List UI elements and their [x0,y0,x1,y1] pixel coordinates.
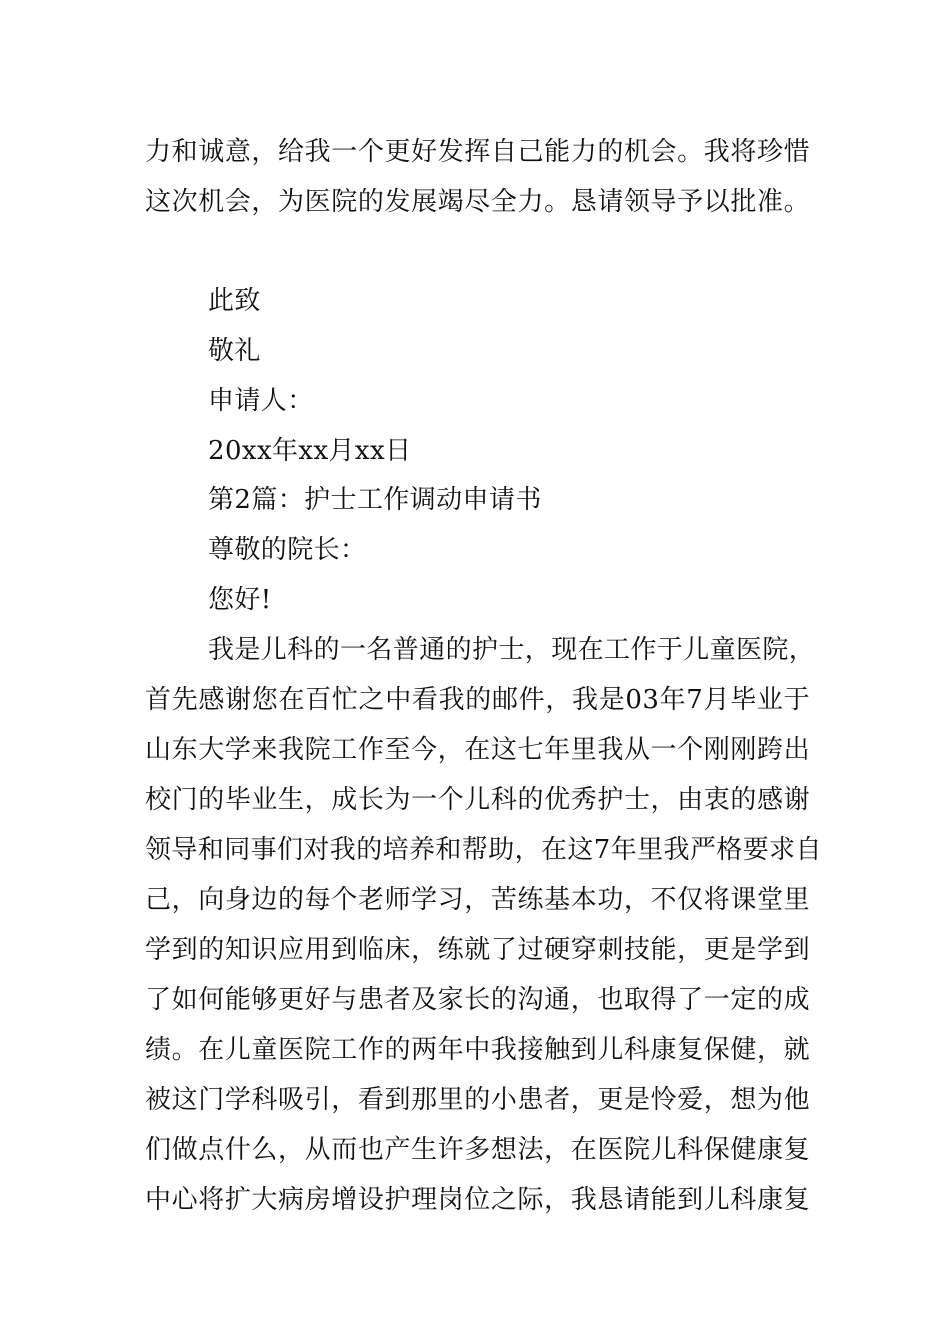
closing-salutation-1: 此致 [208,286,261,316]
recipient-line: 尊敬的院长： [208,535,367,565]
paragraph-line: 领导和同事们对我的培养和帮助，在这7年里我严格要求自 [145,835,822,865]
paragraph-line: 这次机会，为医院的发展竭尽全力。恳请领导予以批准。 [145,187,810,217]
paragraph-line: 己，向身边的每个老师学习，苦练基本功，不仅将课堂里 [145,885,810,915]
paragraph-line: 我是儿科的一名普通的护士，现在工作于儿童医院， [208,635,816,665]
paragraph-line: 首先感谢您在百忙之中看我的邮件，我是03年7月毕业于 [145,685,810,715]
closing-salutation-2: 敬礼 [208,336,261,366]
paragraph-line: 校门的毕业生，成长为一个儿科的优秀护士，由衷的感谢 [145,785,810,815]
paragraph-line: 山东大学来我院工作至今，在这七年里我从一个刚刚跨出 [145,735,810,765]
paragraph-line: 力和诚意，给我一个更好发挥自己能力的机会。我将珍惜 [145,137,810,167]
date-line: 20xx年xx月xx日 [208,436,412,466]
paragraph-line: 学到的知识应用到临床，练就了过硬穿刺技能，更是学到 [145,935,810,965]
paragraph-line: 们做点什么，从而也产生许多想法，在医院儿科保健康复 [145,1135,810,1165]
paragraph-line: 绩。在儿童医院工作的两年中我接触到儿科康复保健，就 [145,1035,810,1065]
applicant-label: 申请人： [208,386,314,416]
greeting-line: 您好! [208,585,272,615]
paragraph-line: 中心将扩大病房增设护理岗位之际，我恳请能到儿科康复 [145,1185,810,1215]
paragraph-line: 了如何能够更好与患者及家长的沟通，也取得了一定的成 [145,985,810,1015]
section-title: 第2篇：护士工作调动申请书 [208,485,542,515]
paragraph-line: 被这门学科吸引，看到那里的小患者，更是怜爱，想为他 [145,1085,810,1115]
